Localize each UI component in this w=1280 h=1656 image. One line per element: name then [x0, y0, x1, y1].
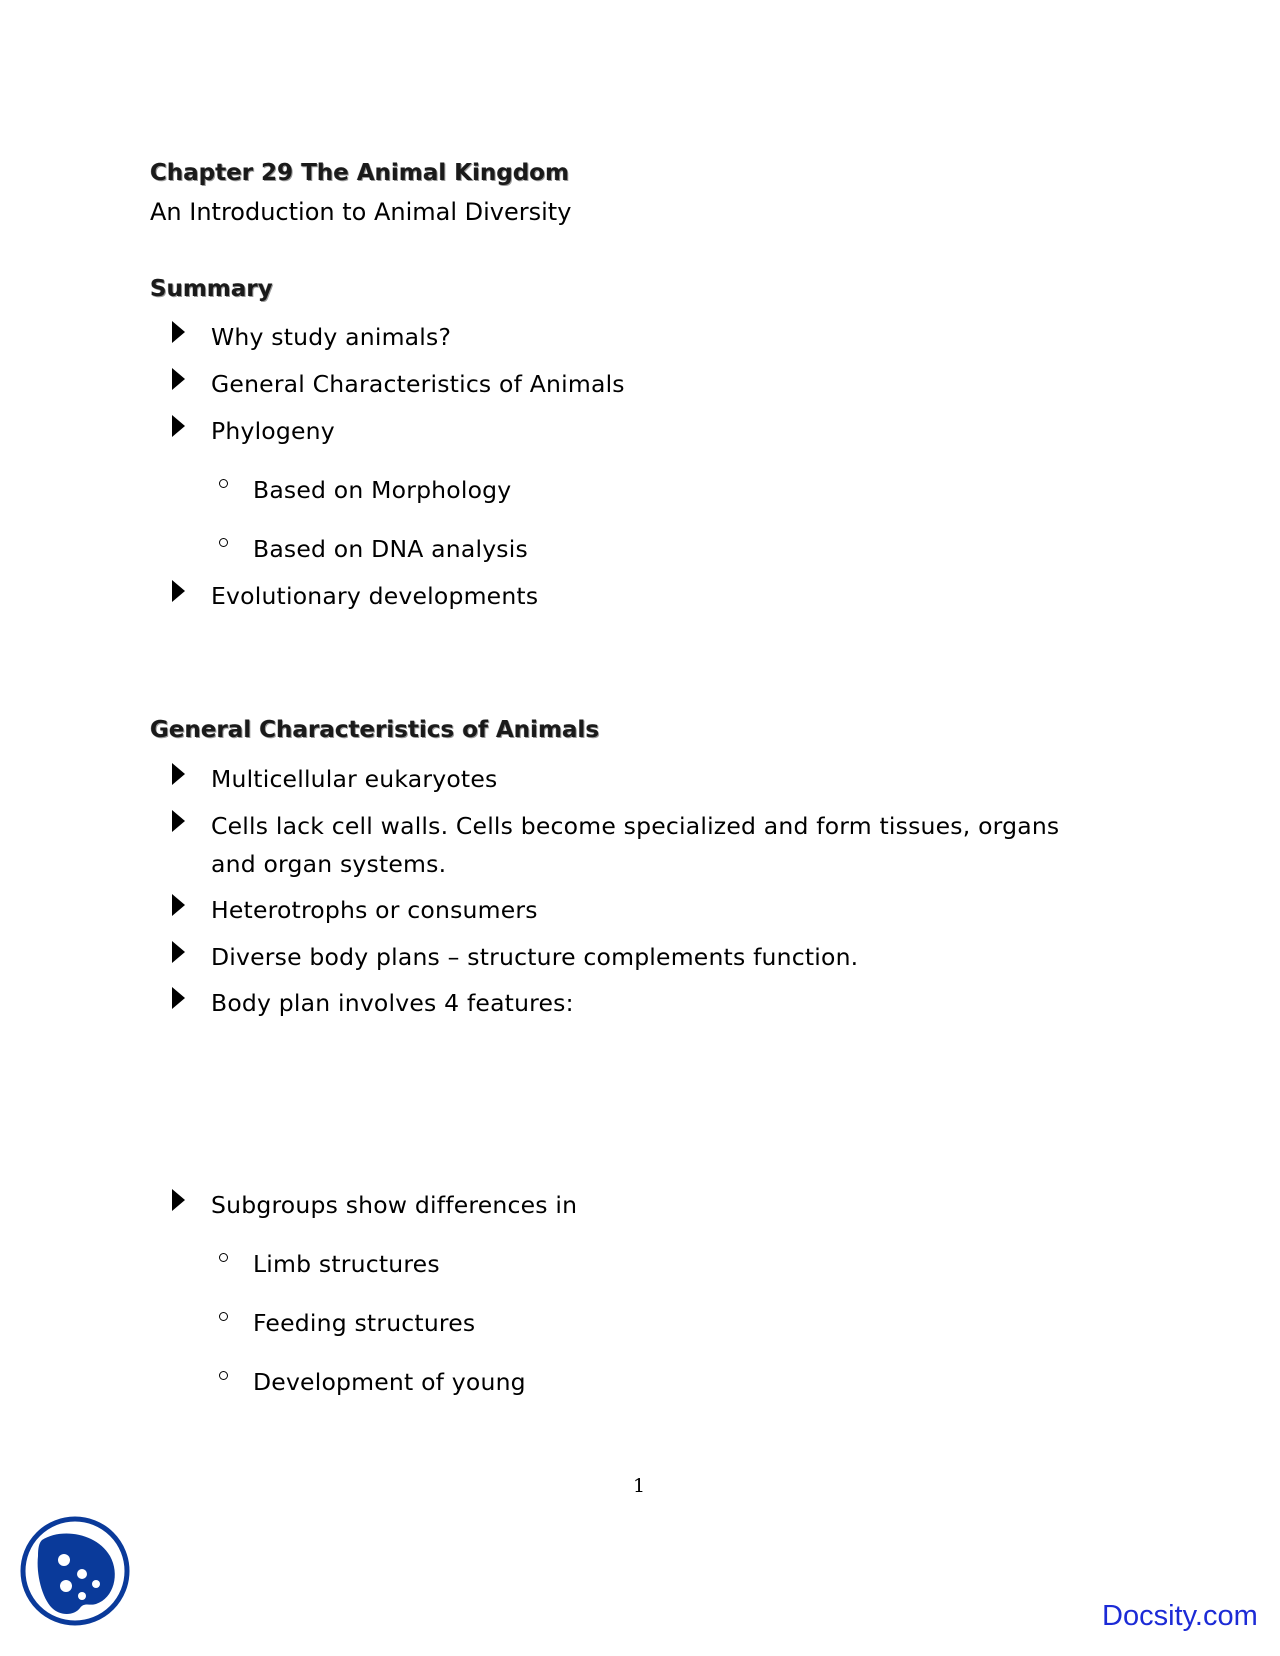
characteristics-subitem: Feeding structures: [253, 1309, 476, 1337]
characteristics-subitem: Limb structures: [253, 1250, 440, 1278]
circle-bullet-icon: [219, 538, 228, 547]
summary-item: Why study animals?: [211, 323, 452, 351]
summary-heading: Summary: [150, 276, 273, 302]
summary-item: Evolutionary developments: [211, 582, 539, 610]
summary-subitem: Based on Morphology: [253, 476, 512, 504]
chapter-subtitle: An Introduction to Animal Diversity: [150, 198, 572, 226]
summary-subitem: Based on DNA analysis: [253, 535, 528, 563]
characteristics-subitem: Development of young: [253, 1368, 526, 1396]
arrow-bullet-icon: [172, 894, 185, 916]
characteristics-item: Subgroups show differences in: [211, 1191, 578, 1219]
summary-item: Phylogeny: [211, 417, 335, 445]
characteristics-item: Heterotrophs or consumers: [211, 896, 538, 924]
circle-bullet-icon: [219, 1312, 228, 1321]
summary-item: General Characteristics of Animals: [211, 370, 625, 398]
arrow-bullet-icon: [172, 987, 185, 1009]
circle-bullet-icon: [219, 1371, 228, 1380]
arrow-bullet-icon: [172, 810, 185, 832]
page-number: 1: [633, 1475, 646, 1497]
characteristics-heading: General Characteristics of Animals: [150, 717, 600, 743]
circle-bullet-icon: [219, 479, 228, 488]
docsity-logo-icon: [20, 1516, 130, 1626]
arrow-bullet-icon: [172, 321, 185, 343]
characteristics-item-continued: and organ systems.: [211, 850, 447, 878]
arrow-bullet-icon: [172, 941, 185, 963]
characteristics-item: Multicellular eukaryotes: [211, 765, 498, 793]
arrow-bullet-icon: [172, 368, 185, 390]
arrow-bullet-icon: [172, 415, 185, 437]
arrow-bullet-icon: [172, 580, 185, 602]
characteristics-item: Diverse body plans – structure complements function.: [211, 943, 859, 971]
characteristics-item: Cells lack cell walls. Cells become specialized and form tissues, organs: [211, 812, 1060, 840]
chapter-title: Chapter 29 The Animal Kingdom: [150, 160, 570, 186]
arrow-bullet-icon: [172, 763, 185, 785]
arrow-bullet-icon: [172, 1189, 185, 1211]
circle-bullet-icon: [219, 1253, 228, 1262]
docsity-link[interactable]: Docsity.com: [1102, 1600, 1258, 1632]
characteristics-item: Body plan involves 4 features:: [211, 989, 574, 1017]
